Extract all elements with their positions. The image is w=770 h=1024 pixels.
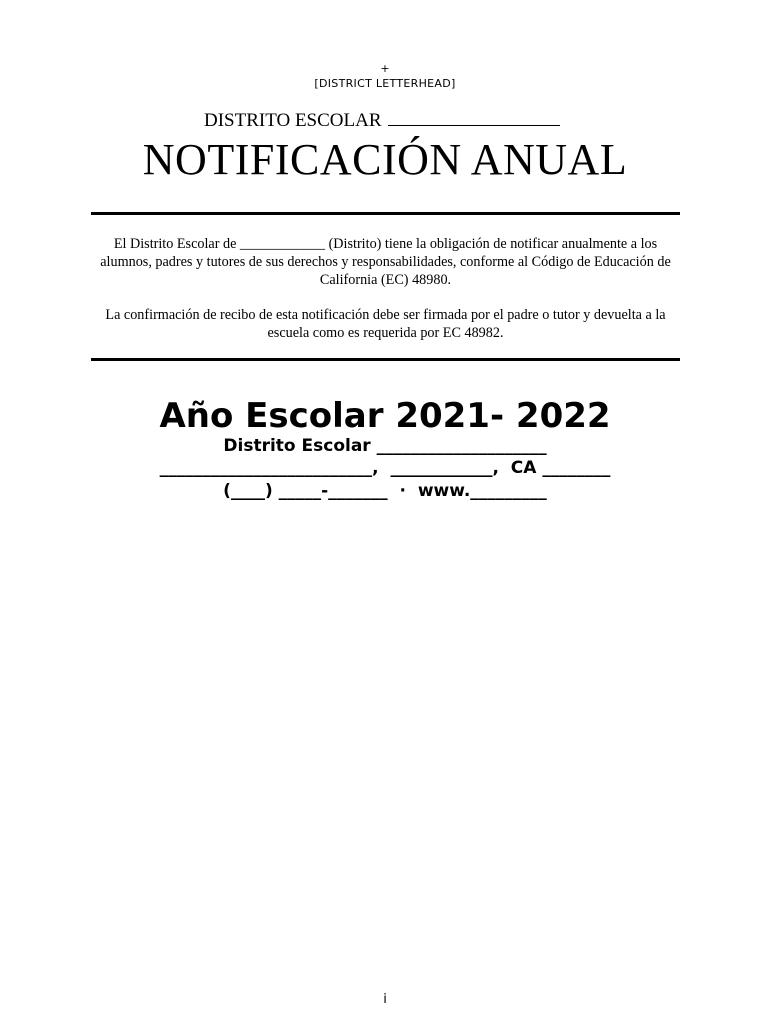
page-number: i [383, 992, 387, 1007]
divider-top [91, 212, 680, 215]
district-name-line: Distrito Escolar ____________________ [223, 436, 547, 456]
letterhead-placeholder: [DISTRICT LETTERHEAD] [314, 77, 456, 90]
page-title: NOTIFICACIÓN ANUAL [142, 135, 628, 184]
plus-mark: + [380, 62, 390, 75]
district-heading [204, 108, 560, 132]
divider-bottom [91, 358, 680, 361]
notification-paragraph: El Distrito Escolar de ____________ (Distrito) tiene la obligación de notificar anualmente a los alumnos, padres y tutores de sus derechos y responsabilidades, conforme al Código de Educación de California (EC) 48980. [100, 236, 671, 288]
district-heading-label: DISTRITO ESCOLAR [204, 110, 382, 131]
school-year-heading: Año Escolar 2021- 2022 [159, 396, 611, 436]
district-name-blank [388, 108, 560, 126]
address-line: _________________________, ____________, CA ________ [159, 458, 611, 478]
phone-website-line: (____) _____-_______ · www._________ [223, 481, 547, 501]
confirmation-paragraph: La confirmación de recibo de esta notificación debe ser firmada por el padre o tutor y devuelta a la escuela como es requerida por EC 48982. [105, 307, 666, 341]
